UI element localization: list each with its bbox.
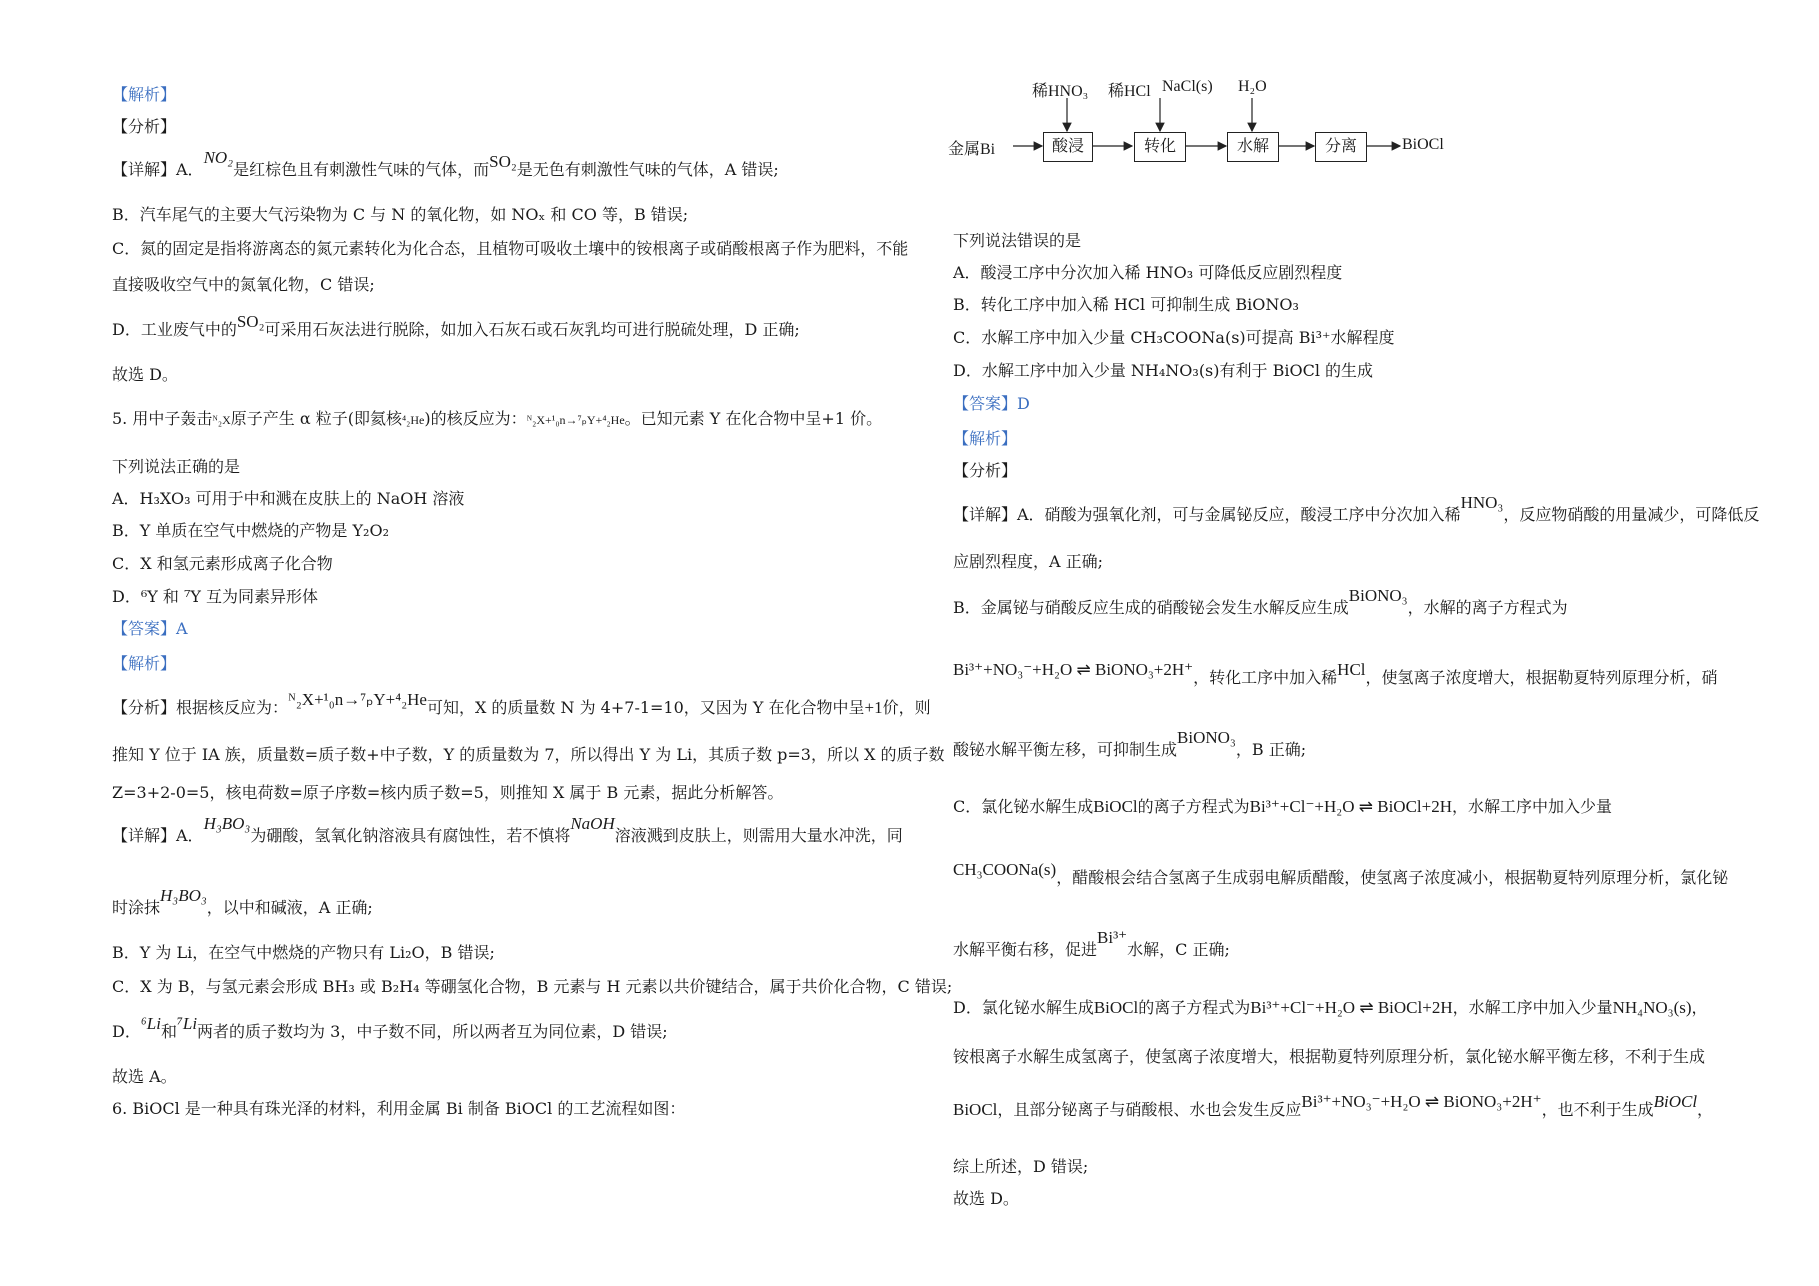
text-line: 下列说法错误的是	[953, 231, 1082, 250]
formula: SO₂	[489, 152, 517, 171]
input-hcl: 稀HCl	[1108, 83, 1151, 100]
option-b: B．Y 单质在空气中燃烧的产物是 Y₂O₂	[112, 521, 390, 540]
text-line: C．X 为 B，与氢元素会形成 BH₃ 或 B₂H₄ 等硼氢化合物，B 元素与 H 元素以共价键结合，属于共价化合物，C 错误;	[112, 977, 953, 996]
formula: BiOCl	[1093, 998, 1139, 1017]
text-line: 故选 D。	[953, 1189, 1019, 1208]
formula: BiONO₃	[1348, 586, 1408, 605]
question-6: 6. BiOCl 是一种具有珠光泽的材料，利用金属 Bi 制备 BiOCl 的工艺流程如图：	[112, 1099, 686, 1118]
text-line: D．工业废气中的SO₂可采用石灰法进行脱除，如加入石灰石或石灰乳均可进行脱硫处理，D 正确;	[112, 312, 800, 339]
text-line: Bi³⁺+NO₃⁻+H₂O ⇌ BiONO₃+2H⁺，转化工序中加入稀HCl，使氢离子浓度增大，根据勒夏特列原理分析，硝	[953, 660, 1718, 687]
option-a: A．H₃XO₃ 可用于中和溅在皮肤上的 NaOH 溶液	[112, 489, 465, 508]
step-separation: 分离	[1315, 132, 1367, 162]
text-line: 直接吸收空气中的氮氧化物，C 错误;	[112, 275, 375, 294]
text-line: 【详解】A．硝酸为强氧化剂，可与金属铋反应，酸浸工序中分次加入稀HNO₃，反应物硝酸的用量减少，可降低反	[953, 493, 1760, 524]
formula: BiOCl	[1093, 797, 1138, 816]
formula: SO₂	[236, 312, 265, 331]
formula: ⁴₂He	[402, 413, 425, 427]
text-line: 下列说法正确的是	[112, 457, 241, 476]
formula: BiOCl	[1653, 1092, 1698, 1111]
text-line: C．氯化铋水解生成BiOCl的离子方程式为Bi³⁺+Cl⁻+H₂O ⇌ BiOCl+2H，水解工序中加入少量	[953, 797, 1613, 816]
step-acid-leach: 酸浸	[1043, 132, 1093, 162]
option-a: A．酸浸工序中分次加入稀 HNO₃ 可降低反应剧烈程度	[953, 263, 1343, 282]
text-line: 【详解】A．H₃BO₃为硼酸，氢氧化钠溶液具有腐蚀性，若不慎将NaOH溶液溅到皮肤上，则需用大量水冲洗，同	[112, 814, 903, 845]
analysis-heading: 【解析】	[953, 429, 1018, 448]
option-c: C．水解工序中加入少量 CH₃COONa(s)可提高 Bi³⁺水解程度	[953, 328, 1395, 347]
text-line: BiOCl，且部分铋离子与硝酸根、水也会发生反应Bi³⁺+NO₃⁻+H₂O ⇌ BiONO₃+2H⁺，也不利于生成BiOCl，	[953, 1092, 1714, 1119]
option-d: D．⁶Y 和 ⁷Y 互为同素异形体	[112, 587, 319, 606]
input-hno3: 稀HNO₃	[1032, 83, 1089, 100]
formula: Bi³⁺+Cl⁻+H₂O ⇌ BiOCl+2H	[1249, 797, 1453, 816]
formula: Bi³⁺+NO₃⁻+H₂O ⇌ BiONO₃+2H⁺	[953, 660, 1194, 679]
text-line: C．氮的固定是指将游离态的氮元素转化为化合态，且植物可吸收土壤中的铵根离子或硝酸根离子作为肥料，不能	[112, 239, 909, 258]
formula: BiOCl	[953, 1100, 998, 1119]
answer-label: 【答案】A	[112, 619, 188, 638]
answer-label: 【答案】D	[953, 394, 1030, 413]
formula: H₃BO₃	[160, 886, 207, 905]
step-hydrolysis: 水解	[1227, 132, 1279, 162]
formula: CH₃COONa(s)	[953, 860, 1057, 879]
text-line: B．汽车尾气的主要大气污染物为 C 与 N 的氧化物，如 NOₓ 和 CO 等，B 错误;	[112, 205, 689, 224]
text-line: 铵根离子水解生成氢离子，使氢离子浓度增大，根据勒夏特列原理分析，氯化铋水解平衡左移，不利于生成	[953, 1047, 1706, 1066]
formula: ᴺ₂X+¹₀n→⁷ₚY+⁴₂He	[526, 413, 625, 427]
start-material: 金属Bi	[948, 141, 996, 158]
option-b: B．转化工序中加入稀 HCl 可抑制生成 BiONO₃	[953, 295, 1299, 314]
formula: Bi³⁺+NO₃⁻+H₂O ⇌ BiONO₃+2H⁺	[1301, 1092, 1542, 1111]
input-nacl: NaCl(s)	[1162, 78, 1213, 95]
text-line: 酸铋水解平衡左移，可抑制生成BiONO₃，B 正确;	[953, 728, 1307, 759]
step-conversion: 转化	[1134, 132, 1186, 162]
question-5: 5. 用中子轰击ᴺ₂X原子产生 α 粒子(即氦核⁴₂He)的核反应为：ᴺ₂X+¹₀n→⁷ₚY+⁴₂He。已知元素 Y 在化合物中呈+1 价。	[112, 409, 883, 428]
formula: ᴺ₂X	[212, 413, 231, 427]
formula: +1	[864, 698, 883, 717]
text-line: D．氯化铋水解生成BiOCl的离子方程式为Bi³⁺+Cl⁻+H₂O ⇌ BiOCl+2H，水解工序中加入少量NH₄NO₃(s)，	[953, 998, 1708, 1017]
process-flow-diagram	[948, 78, 1468, 168]
formula: ⁷Li	[176, 1014, 198, 1033]
formula: Bi³⁺+Cl⁻+H₂O ⇌ BiOCl+2H	[1250, 998, 1453, 1017]
text-line: 时涂抹H₃BO₃，以中和碱液，A 正确;	[112, 886, 373, 917]
formula: NH₄NO₃(s)	[1612, 998, 1692, 1017]
formula: H₃BO₃	[203, 814, 251, 833]
option-d: D．水解工序中加入少量 NH₄NO₃(s)有利于 BiOCl 的生成	[953, 361, 1374, 380]
formula: ᴺ₂X+¹₀n→⁷ₚY+⁴₂He	[288, 690, 427, 709]
text-line: 综上所述，D 错误;	[953, 1157, 1089, 1176]
text-line: Z=3+2-0=5，核电荷数=原子序数=核内质子数=5，则推知 X 属于 B 元素，据此分析解答。	[112, 783, 784, 802]
text-line: CH₃COONa(s)，醋酸根会结合氢离子生成弱电解质醋酸，使氢离子浓度减小，根据勒夏特列原理分析，氯化铋	[953, 860, 1729, 887]
text-line: 应剧烈程度，A 正确;	[953, 552, 1104, 571]
formula: Bi³⁺	[1097, 928, 1128, 947]
text-line: 【分析】根据核反应为：ᴺ₂X+¹₀n→⁷ₚY+⁴₂He可知，X 的质量数 N 为 4+7-1=10，又因为 Y 在化合物中呈+1价，则	[112, 690, 931, 717]
text-line: D．⁶Li和⁷Li两者的质子数均为 3，中子数不同，所以两者互为同位素，D 错误;	[112, 1014, 668, 1041]
text-line: 水解平衡右移，促进Bi³⁺水解，C 正确;	[953, 928, 1230, 959]
text-line: B．金属铋与硝酸反应生成的硝酸铋会发生水解反应生成BiONO₃，水解的离子方程式为	[953, 586, 1568, 617]
formula: HCl	[1337, 660, 1366, 679]
option-c: C．X 和氢元素形成离子化合物	[112, 554, 333, 573]
formula: NaOH	[570, 814, 615, 833]
product: BiOCl	[1402, 136, 1444, 153]
input-water: H₂O	[1238, 78, 1267, 95]
text-line: 推知 Y 位于 IA 族，质量数=质子数+中子数，Y 的质量数为 7，所以得出 Y 为 Li，其质子数 p=3，所以 X 的质子数	[112, 745, 945, 764]
formula: BiONO₃	[1177, 728, 1236, 747]
formula: ⁶Li	[140, 1014, 161, 1033]
detail-line: 【详解】A．NO₂是红棕色且有刺激性气味的气体，而SO₂是无色有刺激性气味的气体，A 错误;	[112, 148, 779, 179]
analysis-subheading: 【分析】	[112, 117, 177, 136]
text-line: 故选 A。	[112, 1067, 177, 1086]
text-line: 故选 D。	[112, 365, 178, 384]
analysis-heading: 【解析】	[112, 654, 177, 673]
text-line: B．Y 为 Li，在空气中燃烧的产物只有 Li₂O，B 错误;	[112, 943, 495, 962]
analysis-subheading: 【分析】	[953, 461, 1018, 480]
formula: NO₂	[203, 148, 234, 167]
formula: HNO₃	[1460, 493, 1504, 512]
analysis-heading: 【解析】	[112, 85, 177, 104]
